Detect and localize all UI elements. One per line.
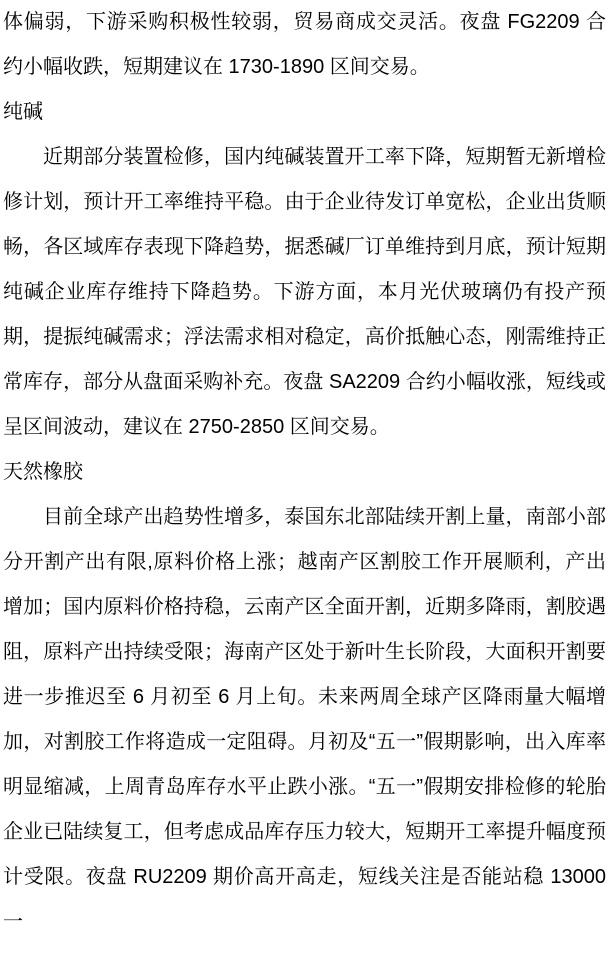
- section-body-natural-rubber: 目前全球产出趋势性增多，泰国东北部陆续开割上量，南部小部分开割产出有限,原料价格上涨；越南产区割胶工作开展顺利，产出增加；国内原料价格持稳，云南产区全面开割，近期多降雨，割胶遇阻，原料产出持续受限；海南产区处于新叶生长阶段，大面积开割要进一步推迟至 6 月初至 6 月上旬。未来两周全球产区降雨量大幅增加，对割胶工作将造成一定阻碍。月初及“五一”假期影响，出入库率明显缩减，上周青岛库存水平止跌小涨。“五一”假期安排检修的轮胎企业已陆续复工，但考虑成品库存压力较大，短期开工率提升幅度预计受限。夜盘 RU2209 期价高开高走，短线关注是否能站稳 13000 一: [3, 506, 606, 933]
- section-body-soda-ash: 近期部分装置检修，国内纯碱装置开工率下降，短期暂无新增检修计划，预计开工率维持平稳。由于企业待发订单宽松，企业出货顺畅，各区域库存表现下降趋势，据悉碱厂订单维持到月底，预计短期纯碱企业库存维持下降趋势。下游方面，本月光伏玻璃仍有投产预期，提振纯碱需求；浮法需求相对稳定，高价抵触心态，刚需维持正常库存，部分从盘面采购补充。夜盘 SA2209 合约小幅收涨，短线或呈区间波动，建议在 2750-2850 区间交易。: [3, 146, 606, 438]
- section-heading-soda-ash: 纯碱: [3, 101, 43, 123]
- paragraph-glass-continuation: 体偏弱，下游采购积极性较弱，贸易商成交灵活。夜盘 FG2209 合约小幅收跌，短期建议在 1730-1890 区间交易。: [3, 11, 606, 78]
- section-heading-natural-rubber: 天然橡胶: [3, 461, 83, 483]
